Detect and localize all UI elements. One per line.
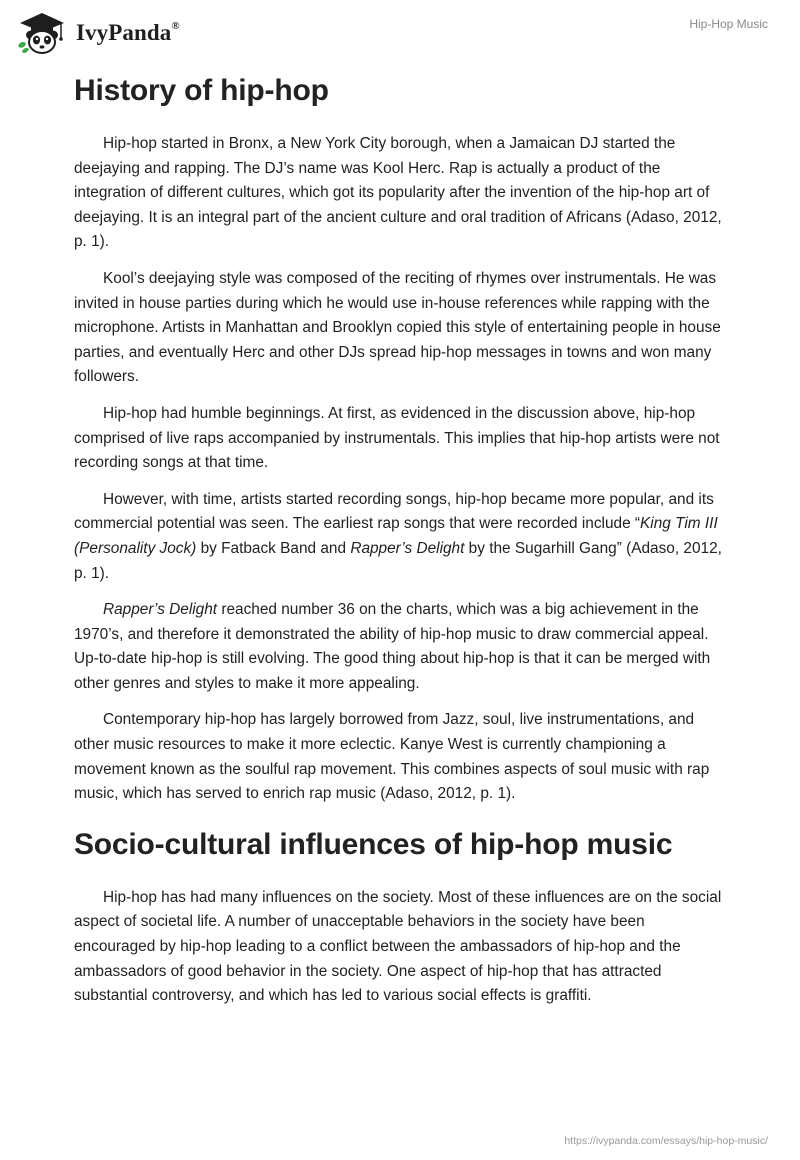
paragraph: Hip-hop started in Bronx, a New York City borough, when a Jamaican DJ started the deejaying and rapping. The DJ’s name was Kool Herc. Rap is actually a product of the integration of different cultures, which got its popularity after the invention of the hip-hop art of deejaying. It is an integral part of the ancient culture and oral tradition of Africans (Adaso, 2012, p. 1). (74, 135, 722, 251)
footer-source-url[interactable]: https://ivypanda.com/essays/hip-hop-music/ (564, 1135, 768, 1147)
document-title: Hip-Hop Music (689, 17, 768, 31)
paragraph: However, with time, artists started recording songs, hip-hop became more popular, and its commercial potential was seen. The earliest rap songs that were recorded include “King Tim III (Personality Jock) by Fatback Band and Rapper’s Delight by the Sugarhill Gang” (Adaso, 2012, p. 1). (74, 490, 722, 582)
section-heading-history: History of hip-hop (74, 74, 329, 107)
italic-title: Rapper’s Delight (350, 539, 465, 557)
essay-content (74, 68, 724, 1021)
paragraph: Rapper’s Delight reached number 36 on the charts, which was a big achievement in the 1970’s, and therefore it demonstrated the ability of hip-hop music to draw commercial appeal. Up-to-date hip-hop is still evolving. The good thing about hip-hop is that it can be merged with other genres and styles to make it more appealing. (74, 601, 711, 692)
logo-wordmark: IvyPanda (76, 20, 172, 45)
paragraph: Kool’s deejaying style was composed of the reciting of rhymes over instrumentals. He was invited in house parties during which he would use in-house references while rapping with the microphone. Artists in Manhattan and Brooklyn copied this style of entertaining people in house parties, and eventually Herc and other DJs spread hip-hop messages in towns and won many followers. (74, 269, 721, 386)
paragraph: Hip-hop has had many influences on the society. Most of these influences are on the social aspect of societal life. A number of unacceptable behaviors in the society have been encouraged by hip-hop leading to a conflict between the ambassadors of hip-hop and the ambassadors of good behavior in the society. One aspect of hip-hop that has attracted substantial controversy, and which has led to various social effects is graffiti. (74, 888, 722, 1005)
paragraph: Contemporary hip-hop has largely borrowed from Jazz, soul, live instrumentations, and other music resources to make it more eclectic. Kanye West is currently championing a movement known as the soulful rap movement. This combines aspects of soul music with rap music, which has served to enrich rap music (Adaso, 2012, p. 1). (74, 711, 710, 803)
section-heading-socio-cultural: Socio-cultural influences of hip-hop music (74, 827, 673, 861)
logo-text (76, 20, 180, 46)
paragraph: Hip-hop had humble beginnings. At first, as evidenced in the discussion above, hip-hop comprised of live raps accompanied by instrumentals. This implies that hip-hop artists were not recording songs at that time. (74, 404, 720, 472)
italic-title: Rapper’s Delight (103, 601, 218, 619)
panda-logo-icon (14, 10, 70, 56)
registered-mark: ® (171, 20, 180, 33)
italic-title: King Tim III (Personality Jock) (74, 515, 718, 557)
logo[interactable] (14, 10, 180, 56)
